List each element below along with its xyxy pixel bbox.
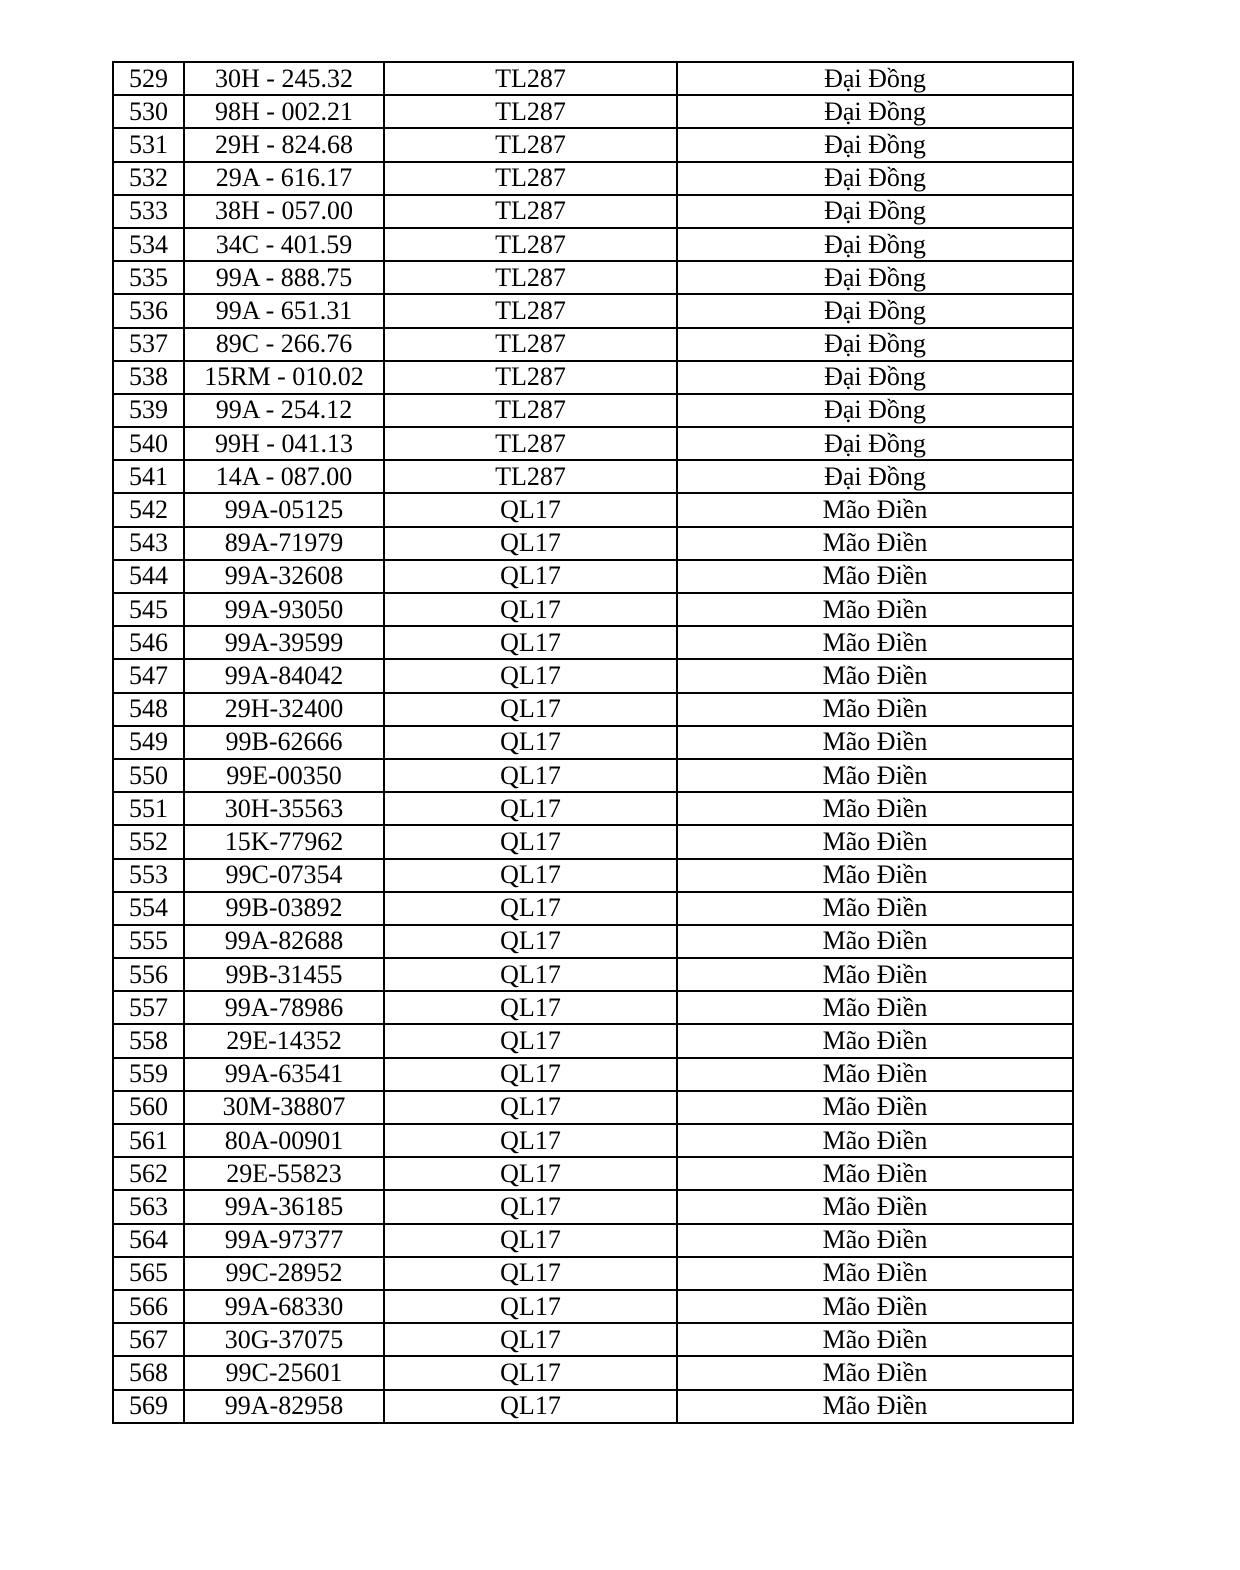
table-row [113,593,1073,626]
location-cell: Mão Điền [677,626,1073,659]
road-code-cell: QL17 [384,1091,677,1124]
license-plate-cell: 99A - 651.31 [184,294,384,327]
table-row [113,1190,1073,1223]
row-number-cell: 567 [113,1323,184,1356]
row-number-cell: 540 [113,427,184,460]
road-code-cell: QL17 [384,1124,677,1157]
location-cell: Mão Điền [677,693,1073,726]
table-row [113,892,1073,925]
row-number-cell: 550 [113,759,184,792]
road-code-cell: QL17 [384,527,677,560]
location-cell: Mão Điền [677,759,1073,792]
table-row [113,1390,1073,1423]
table-row [113,991,1073,1024]
license-plate-cell: 29H-32400 [184,693,384,726]
row-number-cell: 543 [113,527,184,560]
license-plate-cell: 99A - 888.75 [184,261,384,294]
row-number-cell: 560 [113,1091,184,1124]
location-cell: Đại Đồng [677,460,1073,493]
location-cell: Mão Điền [677,1190,1073,1223]
table-row [113,361,1073,394]
road-code-cell: QL17 [384,1290,677,1323]
road-code-cell: QL17 [384,1190,677,1223]
license-plate-cell: 15K-77962 [184,825,384,858]
table-row [113,228,1073,261]
road-code-cell: TL287 [384,328,677,361]
location-cell: Mão Điền [677,493,1073,526]
table-row [113,1257,1073,1290]
road-code-cell: QL17 [384,792,677,825]
license-plate-cell: 99A-32608 [184,560,384,593]
road-code-cell: TL287 [384,95,677,128]
location-cell: Mão Điền [677,1024,1073,1057]
table-row [113,95,1073,128]
license-plate-cell: 99B-03892 [184,892,384,925]
table-row [113,958,1073,991]
license-plate-cell: 99A-82958 [184,1390,384,1423]
row-number-cell: 557 [113,991,184,1024]
location-cell: Mão Điền [677,925,1073,958]
license-plate-cell: 29H - 824.68 [184,128,384,161]
table-row [113,825,1073,858]
license-plate-cell: 99A-36185 [184,1190,384,1223]
license-plate-cell: 89C - 266.76 [184,328,384,361]
row-number-cell: 561 [113,1124,184,1157]
location-cell: Đại Đồng [677,62,1073,95]
license-plate-cell: 99A-82688 [184,925,384,958]
location-cell: Mão Điền [677,1323,1073,1356]
license-plate-cell: 30H - 245.32 [184,62,384,95]
location-cell: Mão Điền [677,726,1073,759]
row-number-cell: 554 [113,892,184,925]
table-row [113,261,1073,294]
location-cell: Mão Điền [677,1091,1073,1124]
license-plate-cell: 99A-39599 [184,626,384,659]
table-row [113,1224,1073,1257]
license-plate-cell: 99A-05125 [184,493,384,526]
road-code-cell: QL17 [384,859,677,892]
license-plate-cell: 99A-78986 [184,991,384,1024]
license-plate-cell: 99C-28952 [184,1257,384,1290]
location-cell: Mão Điền [677,991,1073,1024]
license-plate-cell: 14A - 087.00 [184,460,384,493]
road-code-cell: TL287 [384,394,677,427]
road-code-cell: QL17 [384,1058,677,1091]
row-number-cell: 542 [113,493,184,526]
road-code-cell: QL17 [384,560,677,593]
row-number-cell: 538 [113,361,184,394]
table-row [113,394,1073,427]
location-cell: Mão Điền [677,1157,1073,1190]
license-plate-cell: 99B-62666 [184,726,384,759]
row-number-cell: 559 [113,1058,184,1091]
row-number-cell: 541 [113,460,184,493]
location-cell: Mão Điền [677,593,1073,626]
table-row [113,759,1073,792]
road-code-cell: TL287 [384,228,677,261]
location-cell: Đại Đồng [677,195,1073,228]
road-code-cell: TL287 [384,62,677,95]
table-row [113,427,1073,460]
location-cell: Mão Điền [677,560,1073,593]
row-number-cell: 565 [113,1257,184,1290]
road-code-cell: QL17 [384,1024,677,1057]
road-code-cell: TL287 [384,427,677,460]
row-number-cell: 529 [113,62,184,95]
license-plate-cell: 34C - 401.59 [184,228,384,261]
road-code-cell: TL287 [384,294,677,327]
location-cell: Đại Đồng [677,361,1073,394]
row-number-cell: 551 [113,792,184,825]
road-code-cell: QL17 [384,726,677,759]
row-number-cell: 549 [113,726,184,759]
row-number-cell: 531 [113,128,184,161]
table-row [113,626,1073,659]
table-row [113,1124,1073,1157]
row-number-cell: 568 [113,1356,184,1389]
location-cell: Đại Đồng [677,162,1073,195]
row-number-cell: 555 [113,925,184,958]
row-number-cell: 544 [113,560,184,593]
road-code-cell: TL287 [384,261,677,294]
license-plate-cell: 99C-07354 [184,859,384,892]
row-number-cell: 532 [113,162,184,195]
location-cell: Mão Điền [677,958,1073,991]
road-code-cell: QL17 [384,892,677,925]
table-row [113,693,1073,726]
road-code-cell: QL17 [384,991,677,1024]
road-code-cell: QL17 [384,958,677,991]
road-code-cell: QL17 [384,1390,677,1423]
table-row [113,527,1073,560]
road-code-cell: QL17 [384,1224,677,1257]
row-number-cell: 556 [113,958,184,991]
location-cell: Đại Đồng [677,128,1073,161]
road-code-cell: QL17 [384,1157,677,1190]
table-row [113,1356,1073,1389]
license-plate-cell: 29E-55823 [184,1157,384,1190]
location-cell: Mão Điền [677,859,1073,892]
row-number-cell: 558 [113,1024,184,1057]
location-cell: Mão Điền [677,1257,1073,1290]
table-row [113,1024,1073,1057]
table-row [113,294,1073,327]
location-cell: Đại Đồng [677,228,1073,261]
location-cell: Đại Đồng [677,294,1073,327]
license-plate-cell: 99H - 041.13 [184,427,384,460]
table-row [113,859,1073,892]
row-number-cell: 535 [113,261,184,294]
row-number-cell: 539 [113,394,184,427]
location-cell: Mão Điền [677,892,1073,925]
road-code-cell: QL17 [384,1257,677,1290]
table-row [113,1323,1073,1356]
table-row [113,128,1073,161]
road-code-cell: QL17 [384,626,677,659]
road-code-cell: QL17 [384,759,677,792]
location-cell: Mão Điền [677,527,1073,560]
license-plate-cell: 29A - 616.17 [184,162,384,195]
license-plate-cell: 99A-84042 [184,659,384,692]
row-number-cell: 546 [113,626,184,659]
table-row [113,659,1073,692]
license-plate-cell: 99A-93050 [184,593,384,626]
location-cell: Mão Điền [677,1390,1073,1423]
road-code-cell: TL287 [384,195,677,228]
location-cell: Đại Đồng [677,427,1073,460]
road-code-cell: QL17 [384,825,677,858]
road-code-cell: TL287 [384,162,677,195]
table-row [113,328,1073,361]
location-cell: Mão Điền [677,825,1073,858]
location-cell: Đại Đồng [677,95,1073,128]
table-row [113,1157,1073,1190]
road-code-cell: QL17 [384,593,677,626]
row-number-cell: 547 [113,659,184,692]
license-plate-cell: 30G-37075 [184,1323,384,1356]
table-row [113,726,1073,759]
row-number-cell: 563 [113,1190,184,1223]
table-row [113,1091,1073,1124]
road-code-cell: QL17 [384,1323,677,1356]
row-number-cell: 564 [113,1224,184,1257]
location-cell: Mão Điền [677,1124,1073,1157]
row-number-cell: 562 [113,1157,184,1190]
road-code-cell: TL287 [384,128,677,161]
license-plate-cell: 99A - 254.12 [184,394,384,427]
road-code-cell: QL17 [384,493,677,526]
table-row [113,1058,1073,1091]
license-plate-cell: 99B-31455 [184,958,384,991]
row-number-cell: 548 [113,693,184,726]
table-row [113,925,1073,958]
table-row [113,493,1073,526]
road-code-cell: QL17 [384,1356,677,1389]
row-number-cell: 533 [113,195,184,228]
row-number-cell: 534 [113,228,184,261]
table-row [113,460,1073,493]
row-number-cell: 566 [113,1290,184,1323]
location-cell: Đại Đồng [677,328,1073,361]
location-cell: Đại Đồng [677,394,1073,427]
table-row [113,792,1073,825]
table-row [113,560,1073,593]
table-row [113,1290,1073,1323]
row-number-cell: 537 [113,328,184,361]
road-code-cell: QL17 [384,925,677,958]
table-row [113,62,1073,95]
road-code-cell: QL17 [384,659,677,692]
row-number-cell: 545 [113,593,184,626]
location-cell: Mão Điền [677,1356,1073,1389]
license-plate-cell: 15RM - 010.02 [184,361,384,394]
license-plate-cell: 99C-25601 [184,1356,384,1389]
table-row [113,195,1073,228]
location-cell: Đại Đồng [677,261,1073,294]
location-cell: Mão Điền [677,1290,1073,1323]
row-number-cell: 530 [113,95,184,128]
license-plate-cell: 29E-14352 [184,1024,384,1057]
license-plate-cell: 30M-38807 [184,1091,384,1124]
license-plate-cell: 99A-63541 [184,1058,384,1091]
license-plate-cell: 98H - 002.21 [184,95,384,128]
table-row [113,162,1073,195]
vehicle-plate-table [112,61,1074,1424]
license-plate-cell: 89A-71979 [184,527,384,560]
road-code-cell: TL287 [384,460,677,493]
license-plate-cell: 99A-68330 [184,1290,384,1323]
table-body [113,62,1073,1423]
row-number-cell: 569 [113,1390,184,1423]
road-code-cell: TL287 [384,361,677,394]
license-plate-cell: 99E-00350 [184,759,384,792]
license-plate-cell: 38H - 057.00 [184,195,384,228]
license-plate-cell: 80A-00901 [184,1124,384,1157]
location-cell: Mão Điền [677,659,1073,692]
license-plate-cell: 99A-97377 [184,1224,384,1257]
row-number-cell: 536 [113,294,184,327]
location-cell: Mão Điền [677,792,1073,825]
location-cell: Mão Điền [677,1058,1073,1091]
license-plate-cell: 30H-35563 [184,792,384,825]
row-number-cell: 553 [113,859,184,892]
road-code-cell: QL17 [384,693,677,726]
row-number-cell: 552 [113,825,184,858]
location-cell: Mão Điền [677,1224,1073,1257]
